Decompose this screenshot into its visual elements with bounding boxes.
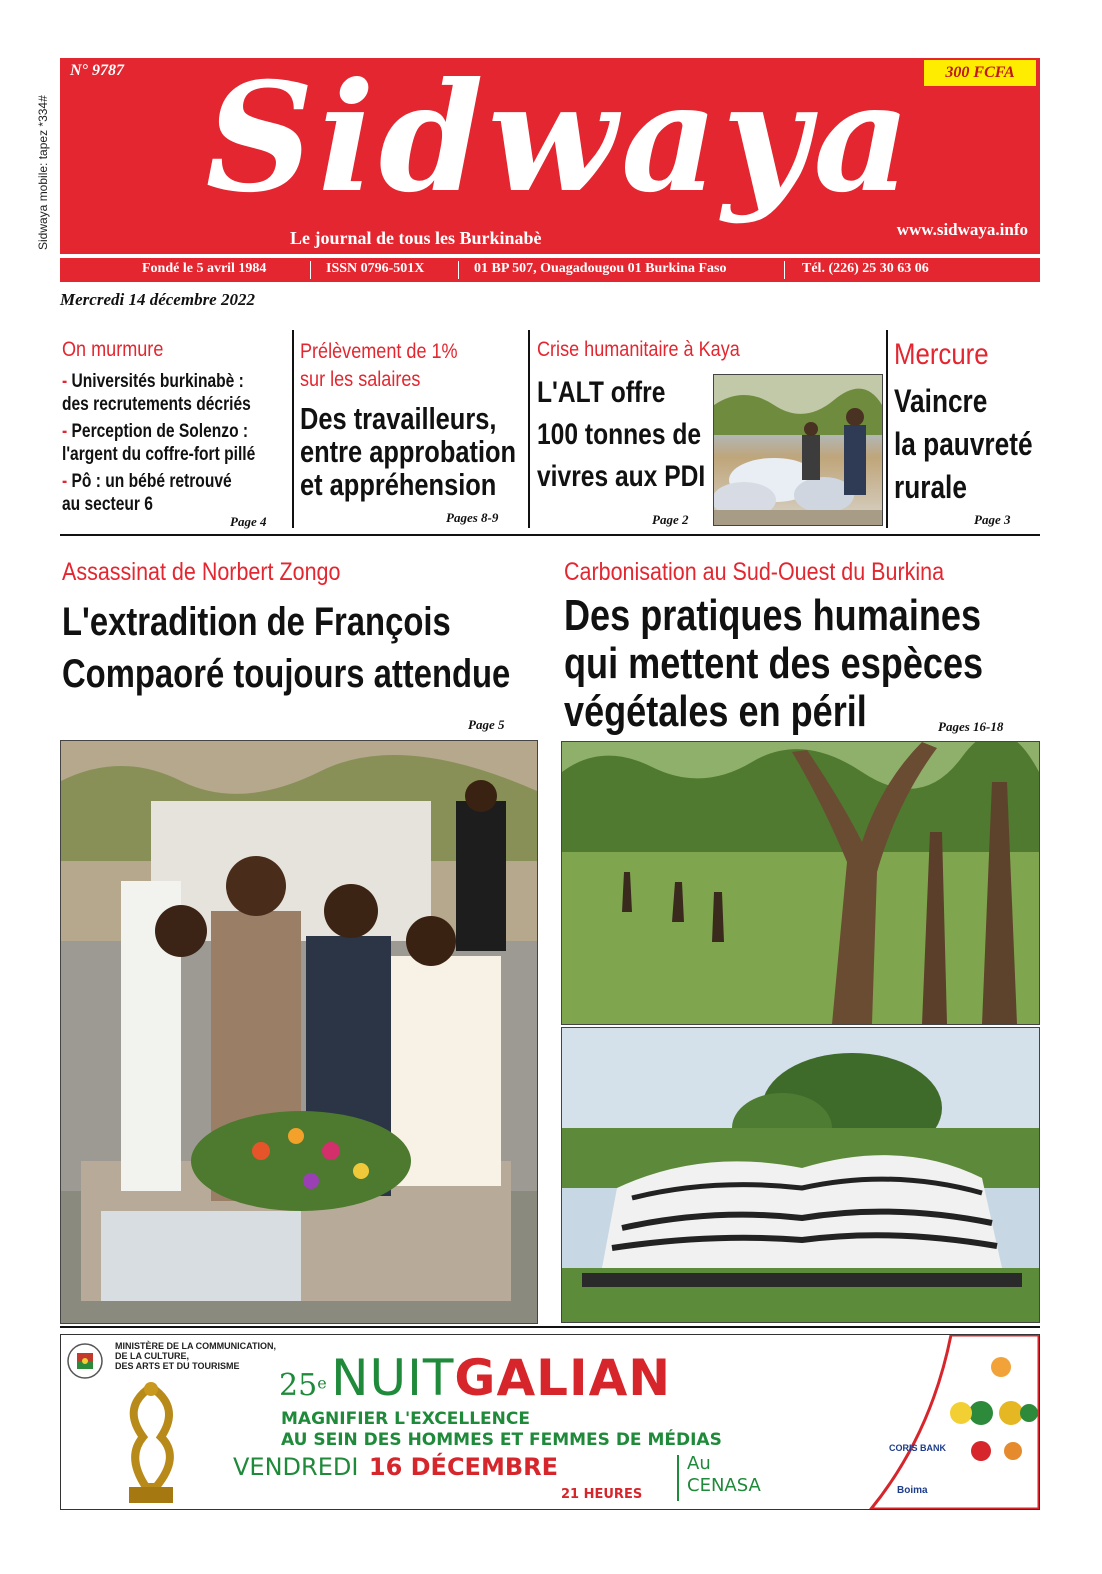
article-headline: qui mettent des espèces xyxy=(564,639,984,688)
section-rule xyxy=(60,534,1040,536)
section-kicker: On murmure xyxy=(62,338,164,361)
founded-date: Fondé le 5 avril 1984 xyxy=(142,261,267,276)
tagline: Le journal de tous les Burkinabè xyxy=(290,228,542,248)
page-reference[interactable]: Pages 16-18 xyxy=(938,719,1004,734)
event-slogan: MAGNIFIER L'EXCELLENCE AU SEIN DES HOMMES ET FEMMES DE MÉDIAS xyxy=(281,1409,722,1450)
edition-number: 25 xyxy=(279,1368,318,1403)
article-headline: Des travailleurs, xyxy=(300,401,497,436)
column-divider xyxy=(528,330,530,528)
list-item: au secteur 6 xyxy=(62,494,153,515)
issue-number: N° 9787 xyxy=(70,62,124,79)
list-item: des recrutements décriés xyxy=(62,394,251,415)
savanna-stumps-photo xyxy=(561,741,1040,1025)
article-headline: rurale xyxy=(894,469,967,505)
column-divider xyxy=(292,330,294,528)
sponsor-boima: Boima xyxy=(897,1485,928,1496)
event-time: 21 HEURES xyxy=(561,1487,643,1502)
section-kicker: sur les salaires xyxy=(300,368,421,391)
mobile-shortcode-text: Sidwaya mobile: tapez *334# xyxy=(36,95,50,250)
article-headline: Des pratiques humaines xyxy=(564,591,982,640)
masthead xyxy=(60,50,1040,254)
page-reference[interactable]: Page 2 xyxy=(652,512,689,527)
section-kicker: Prélèvement de 1% xyxy=(300,340,458,363)
galian-trophy-icon xyxy=(101,1377,201,1507)
nuit-galian-advertisement[interactable] xyxy=(60,1334,1040,1510)
title-galian: GALIAN xyxy=(454,1349,672,1407)
section-kicker: Mercure xyxy=(894,338,989,371)
sidebar-mobile-text xyxy=(36,60,56,250)
divider xyxy=(458,261,459,279)
article-headline: végétales en péril xyxy=(564,687,867,736)
coat-of-arms-icon xyxy=(65,1341,105,1381)
kaya-photo-illustration xyxy=(714,375,882,525)
zongo-tomb-photo xyxy=(60,740,538,1324)
article-headline: 100 tonnes de xyxy=(537,418,702,451)
sponsor-coris-bank: CORIS BANK xyxy=(889,1443,947,1453)
section-rule xyxy=(60,1326,1040,1328)
charcoal-bags-photo xyxy=(561,1027,1040,1323)
event-date-value: 16 DÉCEMBRE xyxy=(368,1453,559,1481)
column-divider xyxy=(886,330,888,528)
page-reference[interactable]: Page 5 xyxy=(468,717,505,732)
price-badge: 300 FCFA xyxy=(924,60,1036,86)
list-item[interactable]: - Universités burkinabè : xyxy=(62,371,244,392)
kaya-donation-photo xyxy=(713,374,883,526)
divider xyxy=(310,261,311,279)
article-headline: Vaincre xyxy=(894,383,988,419)
list-item[interactable]: - Perception de Solenzo : xyxy=(62,421,249,442)
info-bar xyxy=(60,258,1040,282)
list-item: l'argent du coffre-fort pillé xyxy=(62,444,256,465)
issue-date: Mercredi 14 décembre 2022 xyxy=(60,290,255,309)
newspaper-logo: Sidwaya xyxy=(205,50,915,226)
salary-levy-article[interactable] xyxy=(300,338,526,501)
murmure-list xyxy=(62,370,288,516)
article-headline: L'extradition de François xyxy=(62,600,451,644)
phone-number: Tél. (226) 25 30 63 06 xyxy=(802,261,929,276)
page-reference[interactable]: Page 3 xyxy=(974,512,1011,527)
article-headline: et appréhension xyxy=(300,467,497,502)
postal-address: 01 BP 507, Ouagadougou 01 Burkina Faso xyxy=(474,261,727,276)
on-murmure-column[interactable] xyxy=(62,336,288,532)
savanna-illustration xyxy=(562,742,1039,1024)
section-kicker: Assassinat de Norbert Zongo xyxy=(62,558,341,586)
zongo-article[interactable] xyxy=(62,556,542,700)
article-headline: la pauvreté xyxy=(894,426,1033,462)
page-reference[interactable]: Pages 8-9 xyxy=(446,510,499,525)
sponsor-logos-panel xyxy=(861,1335,1039,1509)
section-kicker: Carbonisation au Sud-Ouest du Burkina xyxy=(564,558,945,586)
mercure-column[interactable] xyxy=(894,338,1039,509)
event-day: VENDREDI xyxy=(233,1453,359,1481)
ministry-label: MINISTÈRE DE LA COMMUNICATION, DE LA CULTURE, DES ARTS ET DU TOURISME xyxy=(115,1341,276,1371)
article-headline: vivres aux PDI xyxy=(537,460,706,493)
article-headline: L'ALT offre xyxy=(537,376,666,409)
divider xyxy=(784,261,785,279)
section-kicker: Crise humanitaire à Kaya xyxy=(537,338,740,361)
article-headline: entre approbation xyxy=(300,434,517,469)
charcoal-illustration xyxy=(562,1028,1039,1322)
tomb-ceremony-illustration xyxy=(61,741,537,1323)
carbonisation-article[interactable] xyxy=(564,556,1040,736)
event-date xyxy=(233,1453,558,1481)
list-item[interactable]: - Pô : un bébé retrouvé xyxy=(62,471,232,492)
divider xyxy=(677,1455,679,1501)
page-reference[interactable]: Page 4 xyxy=(230,514,267,529)
issn: ISSN 0796-501X xyxy=(326,261,425,276)
website-link[interactable]: www.sidwaya.info xyxy=(896,220,1028,239)
event-venue: Au CENASA xyxy=(687,1453,761,1496)
title-nuit: NUIT xyxy=(331,1349,455,1407)
event-title: 25e NUITGALIAN xyxy=(279,1349,672,1407)
article-headline: Compaoré toujours attendue xyxy=(62,652,511,696)
